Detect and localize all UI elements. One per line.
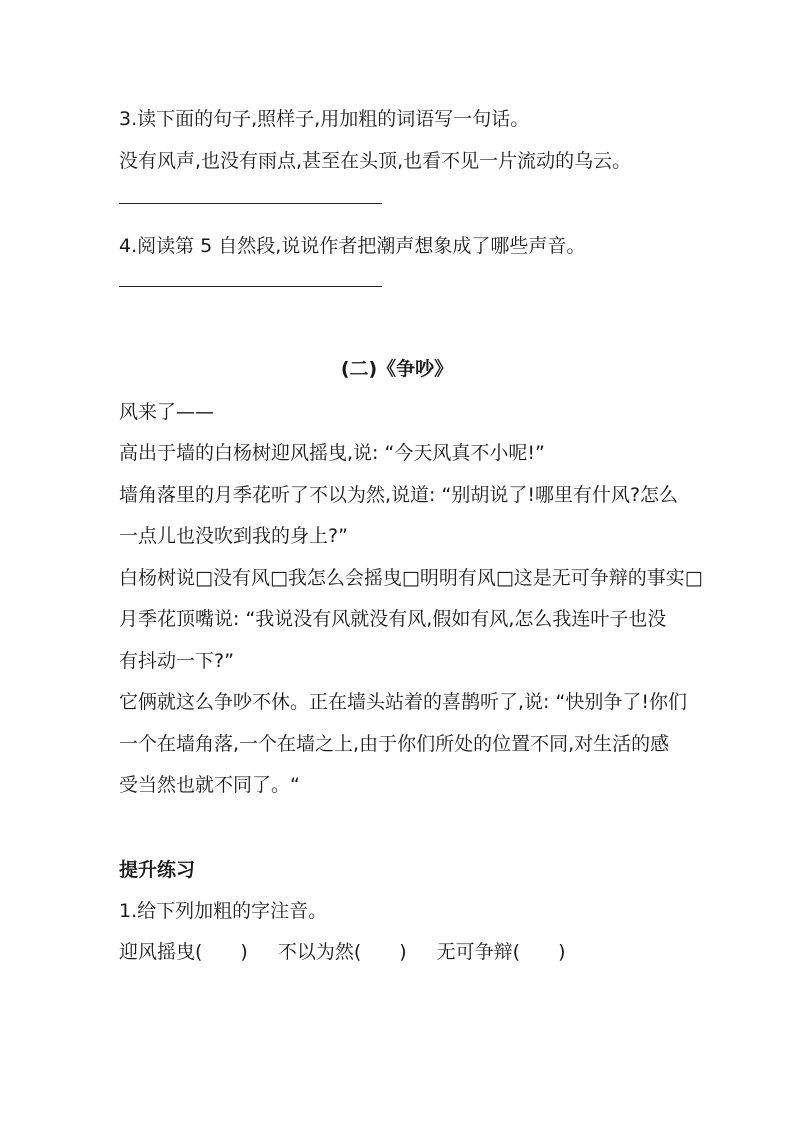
- passage-line: 有抖动一下?”: [119, 650, 234, 672]
- question-3: 3.读下面的句子,照样子,用加粗的词语写一句话。: [119, 108, 530, 130]
- answer-blank-4[interactable]: [119, 286, 382, 287]
- pinyin-items-row: [119, 940, 565, 964]
- passage-line: 墙角落里的月季花听了不以为然,说道: “别胡说了!哪里有什风?怎么: [119, 484, 679, 506]
- passage-line: 月季花顶嘴说: “我说没有风就没有风,假如有风,怎么我连叶子也没: [119, 608, 667, 630]
- passage-line: 一点儿也没吹到我的身上?”: [119, 525, 348, 547]
- passage-line: 一个在墙角落,一个在墙之上,由于你们所处的位置不同,对生活的感: [119, 733, 670, 755]
- practice-question-1: 1.给下列加粗的字注音。: [119, 900, 328, 922]
- practice-heading: 提升练习: [119, 859, 196, 881]
- passage-line: 高出于墙的白杨树迎风摇曳,说: “今天风真不小呢!”: [119, 442, 545, 464]
- pinyin-item[interactable]: 无可争辩( ): [436, 941, 566, 963]
- pinyin-item[interactable]: 迎风摇曳( ): [119, 941, 248, 963]
- passage-line: 白杨树说□没有风□我怎么会摇曳□明明有风□这是无可争辩的事实□: [119, 567, 703, 589]
- passage-line: 风来了——: [119, 401, 215, 423]
- passage-line: 它俩就这么争吵不休。正在墙头站着的喜鹊听了,说: “快别争了!你们: [119, 691, 687, 713]
- question-4: 4.阅读第 5 自然段,说说作者把潮声想象成了哪些声音。: [119, 235, 586, 257]
- question-3-sentence: 没有风声,也没有雨点,甚至在头顶,也看不见一片流动的乌云。: [119, 150, 632, 172]
- answer-blank-3[interactable]: [119, 203, 382, 204]
- section-title: (二)《争吵》: [340, 358, 454, 380]
- pinyin-item[interactable]: 不以为然( ): [277, 941, 407, 963]
- passage-line: 受当然也就不同了。“: [119, 774, 300, 796]
